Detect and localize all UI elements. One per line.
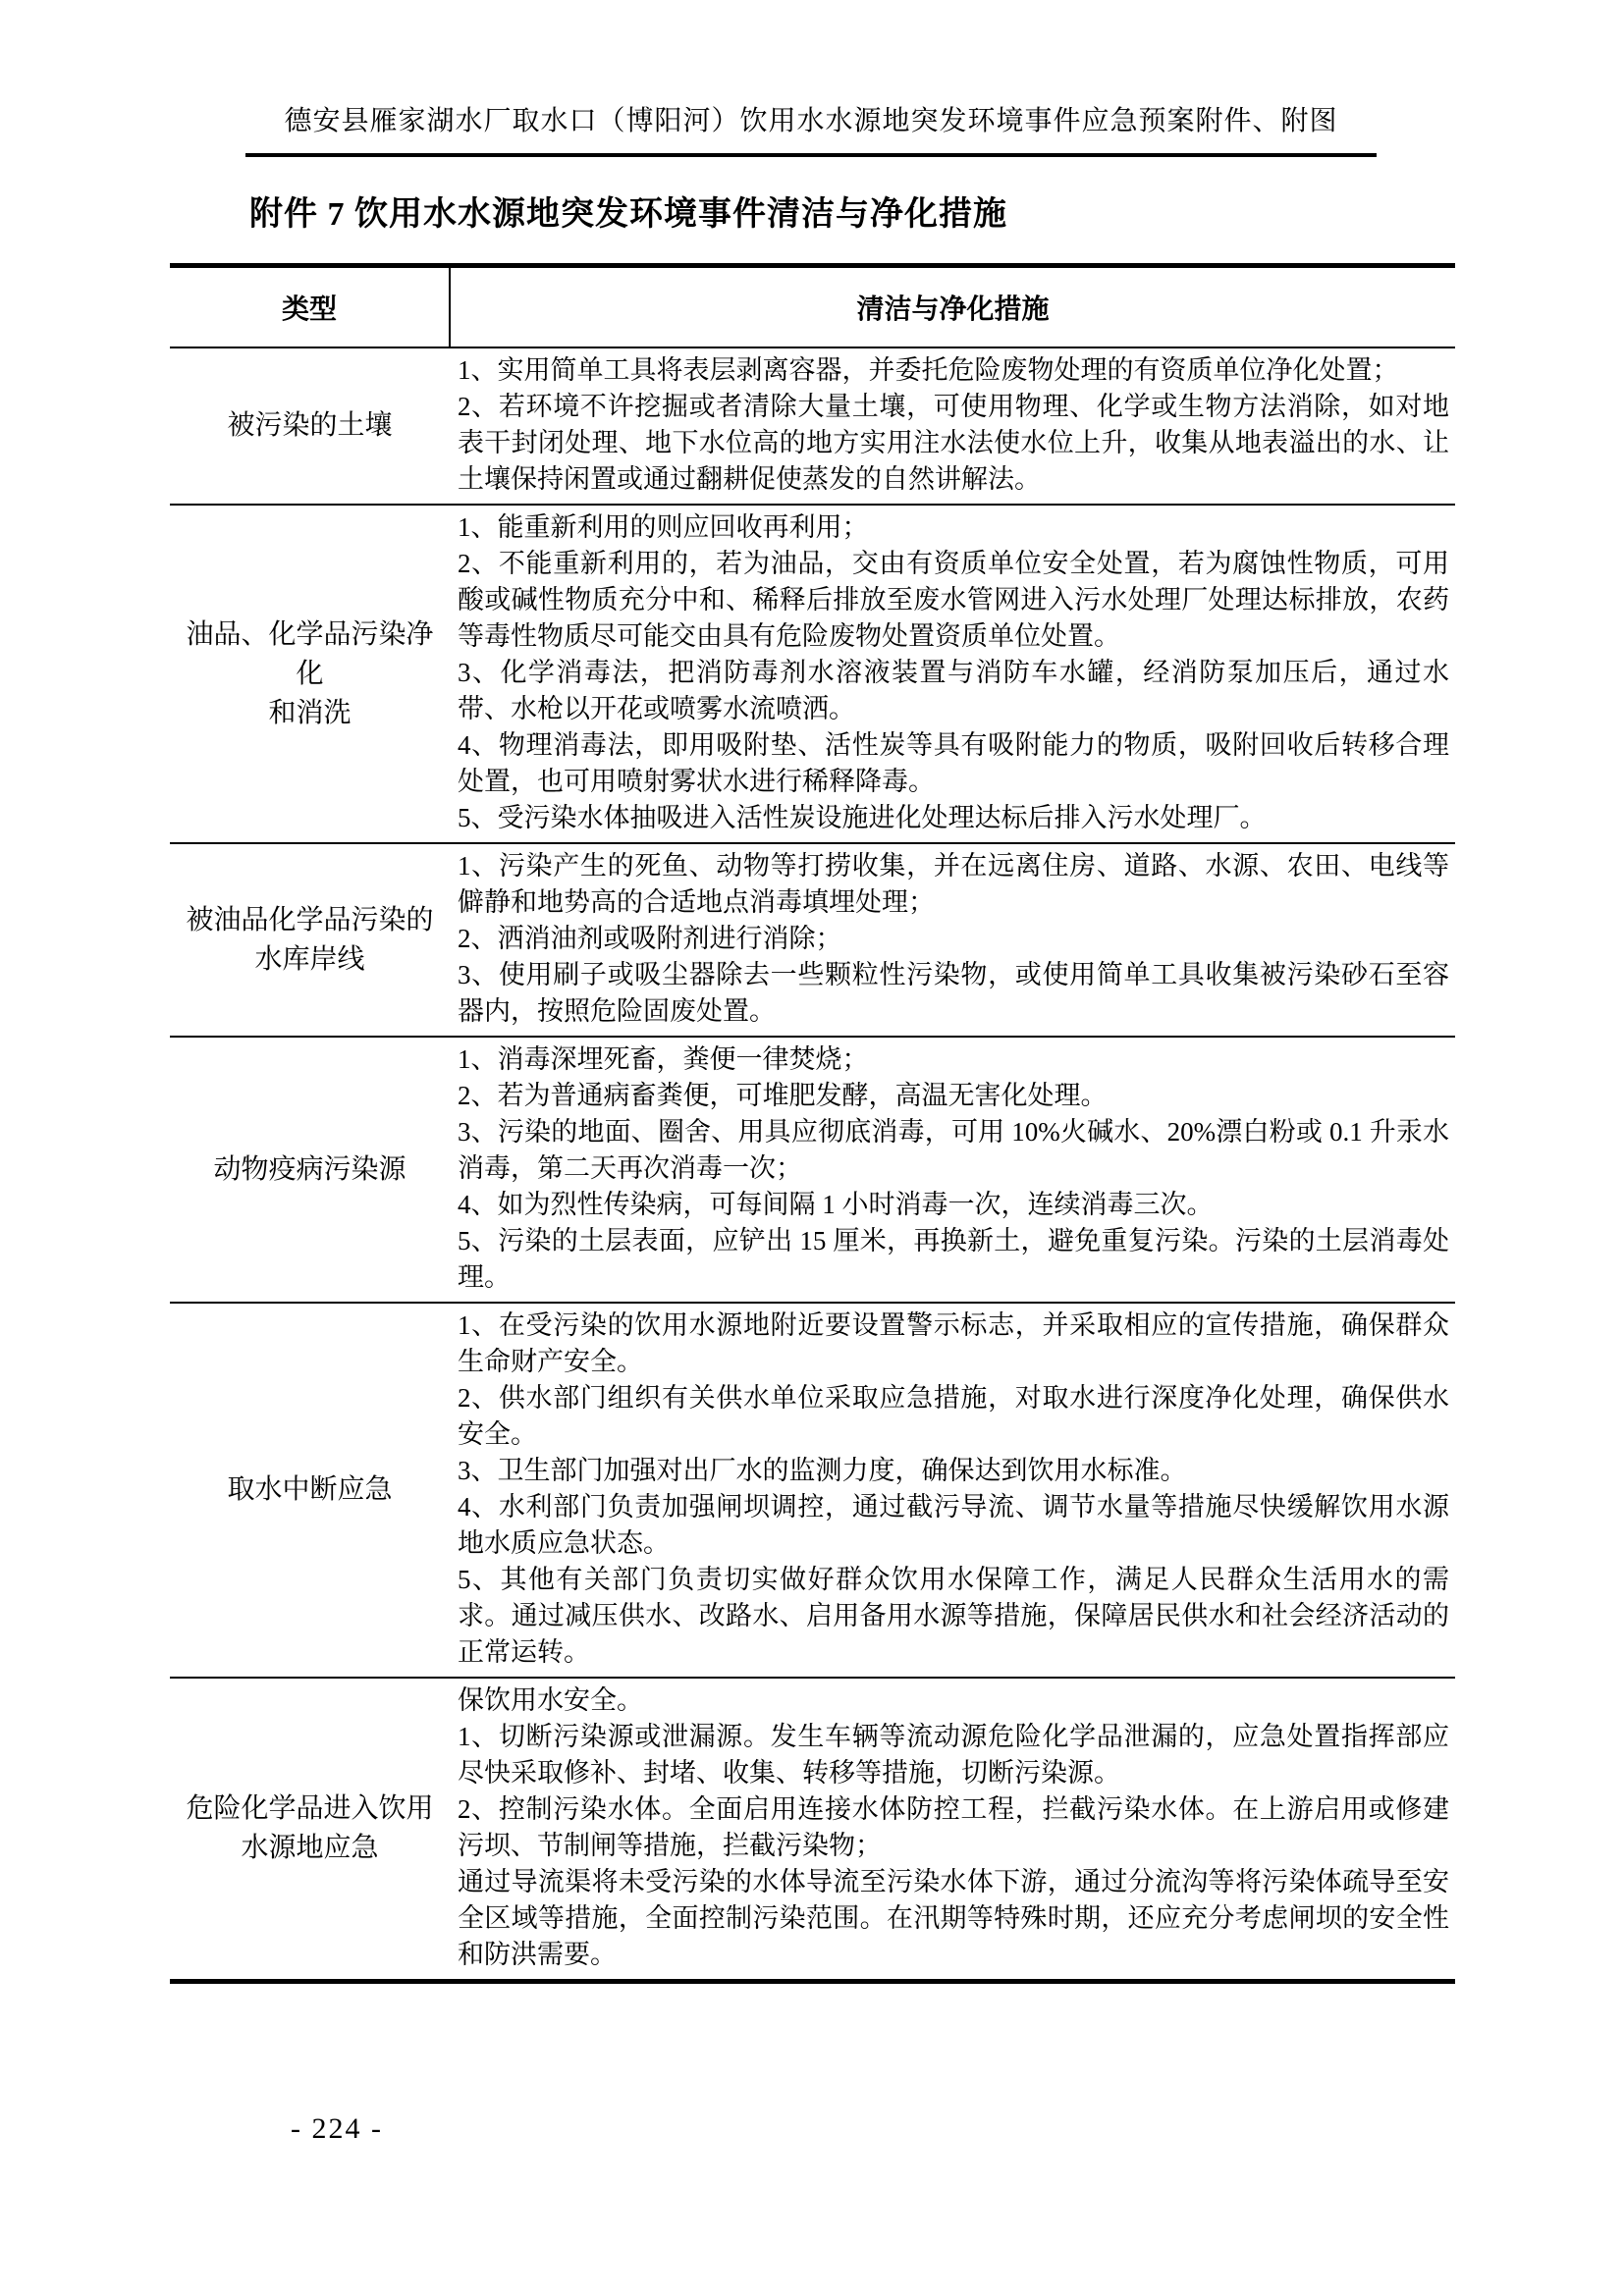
- row-type-cell: 油品、化学品污染净化 和消洗: [170, 505, 450, 843]
- table-header-row: [170, 266, 1455, 348]
- row-measures-cell: [450, 843, 1455, 1037]
- page-header: [245, 104, 1377, 157]
- row-measures-cell: [450, 1037, 1455, 1303]
- table-body: [170, 347, 1455, 1982]
- measure-paragraph: 通过导流渠将未受污染的水体导流至污染水体下游，通过分流沟等将污染体疏导至安全区域等措施，全面控制污染范围。在汛期等特殊时期，还应充分考虑闸坝的安全性和防洪需要。: [458, 1867, 1449, 1969]
- measure-paragraph: 4、水利部门负责加强闸坝调控，通过截污导流、调节水量等措施尽快缓解饮用水源地水质应急状态。: [458, 1492, 1449, 1558]
- measure-paragraph: 保饮用水安全。: [458, 1685, 643, 1715]
- measure-paragraph: 3、污染的地面、圈舍、用具应彻底消毒，可用 10%火碱水、20%漂白粉或 0.1 升汞水消毒，第二天再次消毒一次；: [458, 1117, 1449, 1183]
- row-type-cell: 危险化学品进入饮用 水源地应急: [186, 1793, 434, 1863]
- table-row: [170, 1303, 1455, 1678]
- table-head: [170, 266, 1455, 348]
- measure-paragraph: 1、能重新利用的则应回收再利用；: [458, 512, 869, 542]
- page-header-text: 德安县雁家湖水厂取水口（博阳河）饮用水水源地突发环境事件应急预案附件、附图: [284, 106, 1338, 136]
- page-number: - 224 -: [291, 2112, 383, 2145]
- row-type-cell: 取水中断应急: [170, 1303, 450, 1678]
- column-header-type: 类型: [170, 266, 450, 348]
- measure-paragraph: 1、在受污染的饮用水源地附近要设置警示标志，并采取相应的宣传措施，确保群众生命财产安全。: [458, 1310, 1449, 1376]
- table-row: [170, 843, 1455, 1037]
- measure-paragraph: 4、如为烈性传染病，可每间隔 1 小时消毒一次，连续消毒三次。: [458, 1190, 1214, 1219]
- attachment-title: 附件 7 饮用水水源地突发环境事件清洁与净化措施: [249, 196, 1007, 233]
- row-measures-cell: [450, 347, 1455, 505]
- column-header-measures: 清洁与净化措施: [450, 266, 1455, 348]
- measure-paragraph: 2、若环境不许挖掘或者清除大量土壤，可使用物理、化学或生物方法消除，如对地表干封闭处理、地下水位高的地方实用注水法使水位上升，收集从地表溢出的水、让土壤保持闲置或通过翻耕促使蒸发的自然讲解法。: [458, 392, 1449, 494]
- measure-paragraph: 2、不能重新利用的，若为油品，交由有资质单位安全处置，若为腐蚀性物质，可用酸或碱性物质充分中和、稀释后排放至废水管网进入污水处理厂处理达标排放，农药等毒性物质尽可能交由具有危险废物处置资质单位处置。: [458, 549, 1449, 651]
- measure-paragraph: 3、化学消毒法，把消防毒剂水溶液装置与消防车水罐，经消防泵加压后，通过水带、水枪以开花或喷雾水流喷洒。: [458, 658, 1449, 723]
- measure-paragraph: 1、切断污染源或泄漏源。发生车辆等流动源危险化学品泄漏的，应急处置指挥部应尽快采取修补、封堵、收集、转移等措施，切断污染源。: [458, 1722, 1449, 1788]
- measures-table: [170, 263, 1455, 1984]
- measure-paragraph: 2、控制污染水体。全面启用连接水体防控工程，拦截污染水体。在上游启用或修建污坝、节制闸等措施，拦截污染物；: [458, 1794, 1449, 1860]
- row-measures-cell: [450, 505, 1455, 843]
- measure-paragraph: 2、洒消油剂或吸附剂进行消除；: [458, 924, 842, 953]
- measure-paragraph: 1、污染产生的死鱼、动物等打捞收集，并在远离住房、道路、水源、农田、电线等僻静和地势高的合适地点消毒填埋处理；: [458, 851, 1449, 917]
- row-type-cell: 动物疫病污染源: [170, 1037, 450, 1303]
- measure-paragraph: 5、其他有关部门负责切实做好群众饮用水保障工作，满足人民群众生活用水的需求。通过减压供水、改路水、启用备用水源等措施，保障居民供水和社会经济活动的正常运转。: [458, 1565, 1449, 1667]
- measure-paragraph: 1、消毒深埋死畜，粪便一律焚烧；: [458, 1044, 869, 1074]
- measure-paragraph: 2、若为普通病畜粪便，可堆肥发酵，高温无害化处理。: [458, 1081, 1108, 1110]
- measure-paragraph: 5、污染的土层表面，应铲出 15 厘米，再换新土，避免重复污染。污染的土层消毒处理。: [458, 1226, 1449, 1292]
- row-type-cell: 被污染的土壤: [170, 347, 450, 505]
- measure-paragraph: 3、使用刷子或吸尘器除去一些颗粒性污染物，或使用简单工具收集被污染砂石至容器内，按照危险固废处置。: [458, 960, 1449, 1026]
- row-measures-cell: [450, 1678, 1455, 1982]
- table-row: [170, 505, 1455, 843]
- measure-paragraph: 4、物理消毒法，即用吸附垫、活性炭等具有吸附能力的物质，吸附回收后转移合理处置，也可用喷射雾状水进行稀释降毒。: [458, 730, 1449, 796]
- table-row: [170, 1037, 1455, 1303]
- table-row: [170, 347, 1455, 505]
- measure-paragraph: 5、受污染水体抽吸进入活性炭设施进化处理达标后排入污水处理厂。: [458, 803, 1267, 832]
- measure-paragraph: 1、实用简单工具将表层剥离容器，并委托危险废物处理的有资质单位净化处置；: [458, 355, 1399, 385]
- table-row: [170, 1678, 1455, 1982]
- row-measures-cell: [450, 1303, 1455, 1678]
- row-type-cell: 被油品化学品污染的 水库岸线: [170, 843, 450, 1037]
- measure-paragraph: 3、卫生部门加强对出厂水的监测力度，确保达到饮用水标准。: [458, 1456, 1187, 1485]
- measure-paragraph: 2、供水部门组织有关供水单位采取应急措施，对取水进行深度净化处理，确保供水安全。: [458, 1383, 1449, 1449]
